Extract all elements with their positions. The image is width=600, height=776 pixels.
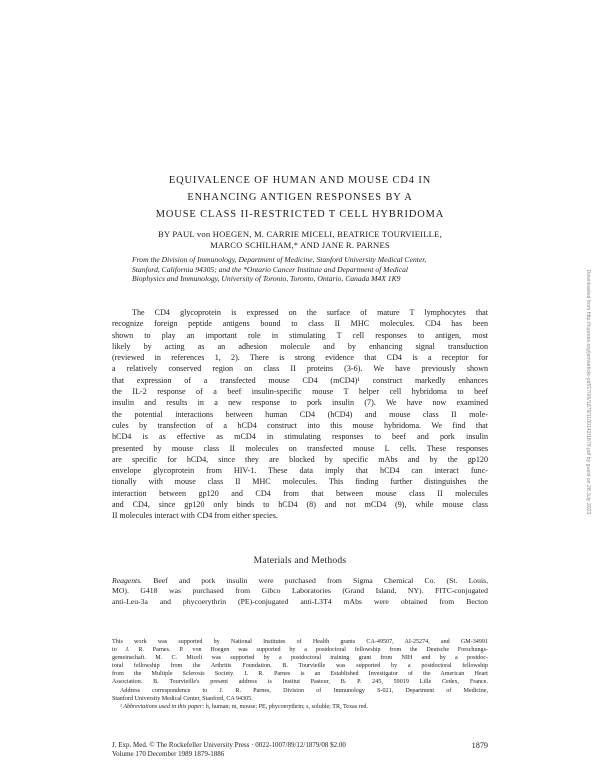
affiliation-line: Stanford, California 94305; and the *Ontario Cancer Institute and Department of Medical — [132, 264, 409, 274]
download-watermark: Downloaded from http://rupress.org/jem/article-pdf/170/6/1879/1100142/1879.pdf by guest on 28 July 2023 — [585, 269, 591, 515]
correspondence-line: Address correspondence to J. R. Parnes, Division of Immunology S-021, Department of Medicine, — [120, 687, 488, 694]
footer-volume-row — [112, 750, 488, 759]
abstract-line: a relatively conserved region on class II proteins (3-6). We have previously shown — [112, 364, 488, 374]
methods-line-text: Beef and pork insulin were purchased from Sigma Chemical Co. (St. Louis, — [153, 576, 489, 585]
title-line: ENHANCING ANTIGEN RESPONSES BY A — [187, 192, 413, 203]
abstract-line: recognize foreign peptide antigens bound to class II MHC molecules. CD4 has been — [112, 319, 488, 329]
title-line: MOUSE CLASS II-RESTRICTED T CELL HYBRIDOMA — [155, 209, 445, 220]
abstract-line: the potential interactions between human CD4 (hCD4) and mouse class II mole- — [112, 409, 488, 419]
methods-line: anti-Leu-3a and phycoerythrin (PE)-conjugated anti-L3T4 mAbs were obtained from Becton — [112, 596, 488, 606]
funding-line: from the Multiple Sclerosis Society. J. R. Parnes is an Established Investigator of the American Heart — [112, 671, 488, 678]
abstract-line: (reviewed in references 1, 2). There is strong evidence that CD4 is a receptor for — [112, 353, 488, 363]
journal-citation: J. Exp. Med. © The Rockefeller University Press · 0022-1007/89/12/1879/08 $2.00 — [112, 741, 346, 749]
abstract-line: insulin and results in a new response to pork insulin (7). We have now examined — [112, 398, 488, 408]
abbreviations-line — [112, 703, 488, 711]
author-line: MARCO SCHILHAM,* AND JANE R. PARNES — [210, 240, 390, 250]
abstract — [112, 307, 488, 522]
abstract-line: The CD4 glycoprotein is expressed on the surface of mature T lymphocytes that — [132, 308, 488, 317]
section-heading: Materials and Methods — [253, 555, 347, 566]
methods-line: MO). G418 was purchased from Gibco Laboratories (Grand Island, NY). FITC-conjugated — [112, 586, 488, 596]
abstract-line: cules by transfection of a hCD4 construct into this mouse hybridoma. We find that — [112, 420, 488, 430]
affiliation-line: From the Division of Immunology, Department of Medicine, Stanford University Medical Center, — [132, 255, 427, 264]
author-list — [100, 229, 500, 251]
abstract-line: interaction between gp120 and CD4 from that between mouse class II molecules — [112, 488, 488, 498]
affiliation — [132, 255, 468, 284]
abstract-line: shown to play an important role in stimulating T cell responses to antigen, most — [112, 330, 488, 340]
title-line: EQUIVALENCE OF HUMAN AND MOUSE CD4 IN — [168, 175, 432, 186]
affiliation-line: Biophysics and Immunology, University of Toronto, Toronto, Ontario, Canada M4X 1K9 — [132, 274, 401, 284]
abstract-line: are specific for hCD4, since they are blocked by specific mAbs and by the gp120 — [112, 454, 488, 464]
article-title — [100, 172, 500, 223]
abstract-line: the IL-2 response of a beef insulin-specific mouse T helper cell hybridoma to beef — [112, 387, 488, 397]
abstract-line: tionally with mouse class II MHC molecules. This finding further distinguishes the — [112, 477, 488, 487]
correspondence-line: Stanford University Medical Center, Stanford, CA 94305. — [112, 695, 253, 702]
funding-line: gemeinschaft. M. C. Miceli was supported by a postdoctoral training grant from NIH and by a postdoc- — [112, 655, 488, 662]
funding-line: to J. R. Parnes. P. von Hoegen was supported by a postdoctoral fellowship from the Deutsche Forschungs- — [112, 647, 488, 654]
abstract-line: presented by mouse class II molecules on transfected mouse L cells. These responses — [112, 443, 488, 453]
abstract-line: II molecules interact with CD4 from either species. — [112, 511, 278, 521]
author-line: BY PAUL von HOEGEN, M. CARRIE MICELI, BEATRICE TOURVIEILLE, — [158, 229, 442, 239]
footnotes — [112, 638, 488, 711]
footer-citation-row — [112, 741, 488, 750]
abstract-line: that expression of a transfected mouse CD4 (mCD4)¹ construct markedly enhances — [112, 375, 488, 385]
page-number: 1879 — [471, 741, 488, 750]
abbreviations-label: ¹ Abbreviations used in this paper: — [120, 703, 205, 710]
volume-info: Volume 170 December 1989 1879-1886 — [112, 750, 225, 759]
funding-line: This work was supported by National Institutes of Health grants CA-49507, AI-25274, and GM-34991 — [112, 639, 488, 645]
funding-line: toral fellowship from the Arthritis Foundation. B. Tourvieille was supported by a postdoctoral fellowship — [112, 663, 488, 670]
methods-text — [112, 576, 488, 607]
reagents-label: Reagents. — [112, 576, 143, 585]
abstract-line: likely by acting as an adhesion molecule and by enhancing signal transduction — [112, 341, 488, 351]
methods-line — [112, 576, 488, 586]
abbreviations-text: h, human; m, mouse; PE, phycoerythrin; s, soluble; TR, Texas red. — [205, 703, 368, 710]
abstract-line: and CD4, since gp120 only binds to hCD4 (8) and not mCD4 (9), while mouse class — [112, 500, 488, 510]
abstract-line: envelope glycoprotein from HIV-1. These data imply that hCD4 can interact func- — [112, 466, 488, 476]
page-footer — [112, 741, 488, 760]
abstract-line: hCD4 is as effective as mCD4 in stimulating responses to beef and pork insulin — [112, 432, 488, 442]
funding-line: Association. B. Tourvieille's present address is Institut Pasteur, B. P. 245, 59019 Lille Cedex, France. — [112, 679, 488, 686]
